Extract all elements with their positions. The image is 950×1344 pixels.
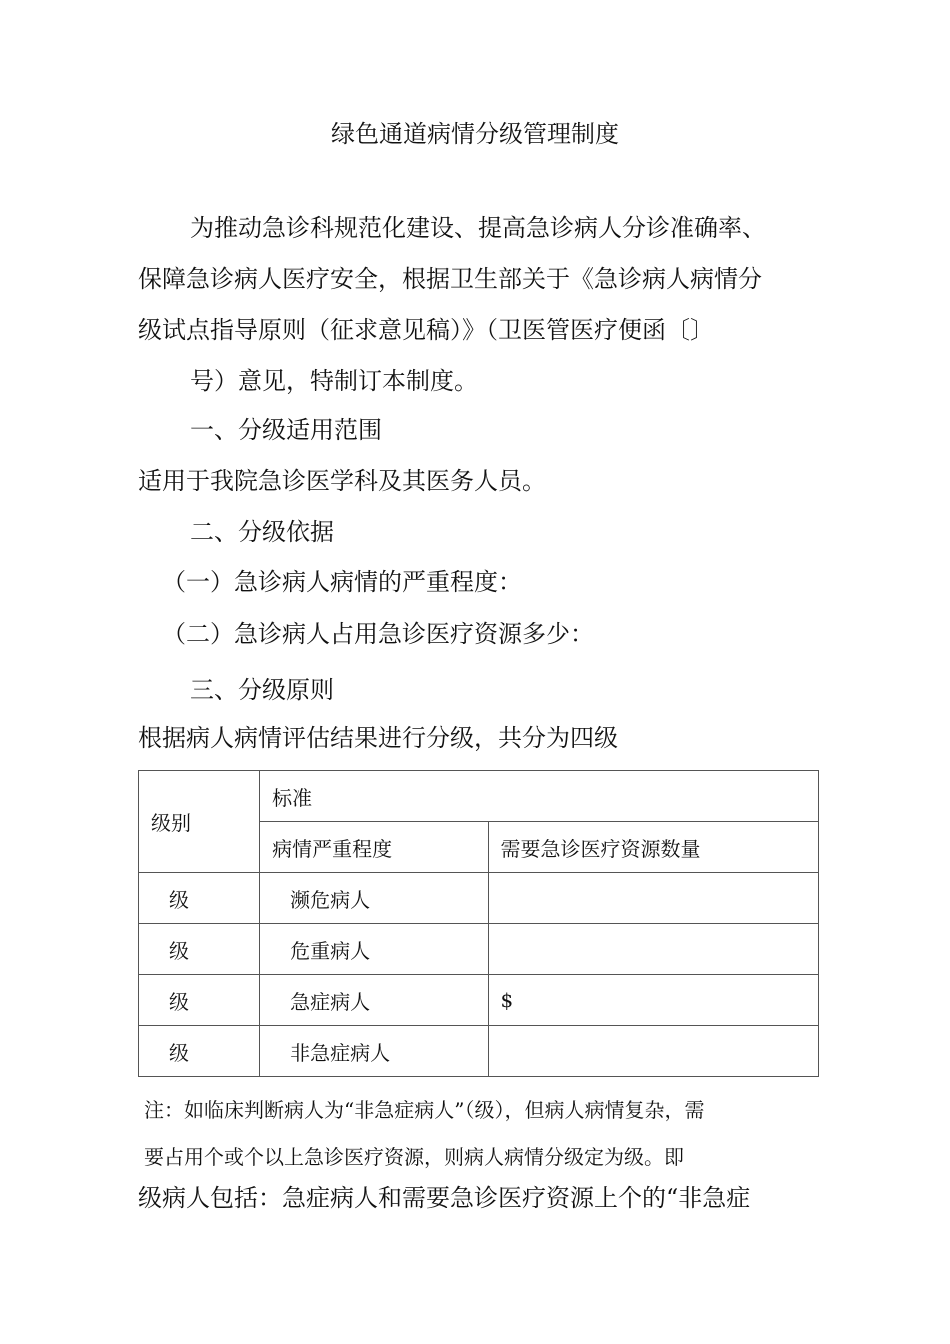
header-resources: 需要急诊医疗资源数量 <box>488 822 819 873</box>
section3-heading: 三、分级原则 <box>190 676 334 704</box>
intro-line-4: 号）意见，特制订本制度。 <box>190 367 478 395</box>
section3-text: 根据病人病情评估结果进行分级，共分为四级 <box>138 724 618 752</box>
table-row <box>139 873 819 924</box>
row-severity: 危重病人 <box>260 924 488 975</box>
grading-table <box>138 770 819 1077</box>
document-title: 绿色通道病情分级管理制度 <box>331 120 619 148</box>
note-line-2: 要占用个或个以上急诊医疗资源，则病人病情分级定为级。即 <box>144 1145 684 1169</box>
section2-heading: 二、分级依据 <box>190 518 334 546</box>
intro-line-1: 为推动急诊科规范化建设、提高急诊病人分诊准确率、 <box>190 214 766 242</box>
section2-item-2: （二）急诊病人占用急诊医疗资源多少： <box>162 620 594 648</box>
row-resources <box>488 1026 819 1077</box>
row-level: 级 <box>139 873 260 924</box>
table-row <box>139 924 819 975</box>
intro-line-3: 级试点指导原则（征求意见稿）》（卫医管医疗便函〔〕 <box>138 316 714 344</box>
section2-item-1: （一）急诊病人病情的严重程度： <box>162 568 522 596</box>
row-resources <box>488 873 819 924</box>
table-row <box>139 1026 819 1077</box>
row-resources <box>488 924 819 975</box>
row-severity: 濒危病人 <box>260 873 488 924</box>
row-resources: $ <box>488 975 819 1026</box>
section1-text: 适用于我院急诊医学科及其医务人员。 <box>138 467 546 495</box>
table-row <box>139 975 819 1026</box>
section1-heading: 一、分级适用范围 <box>190 416 382 444</box>
intro-line-2: 保障急诊病人医疗安全，根据卫生部关于《急诊病人病情分 <box>138 265 762 293</box>
row-severity: 急症病人 <box>260 975 488 1026</box>
header-standard: 标准 <box>260 771 819 822</box>
table-header-row-1 <box>139 771 819 822</box>
row-level: 级 <box>139 1026 260 1077</box>
header-level: 级别 <box>139 771 260 873</box>
row-level: 级 <box>139 924 260 975</box>
final-line: 级病人包括：急症病人和需要急诊医疗资源上个的“非急症 <box>138 1184 751 1212</box>
header-severity: 病情严重程度 <box>260 822 488 873</box>
note-line-1: 注：如临床判断病人为“非急症病人”（级），但病人病情复杂，需 <box>144 1098 705 1122</box>
row-severity: 非急症病人 <box>260 1026 488 1077</box>
row-level: 级 <box>139 975 260 1026</box>
